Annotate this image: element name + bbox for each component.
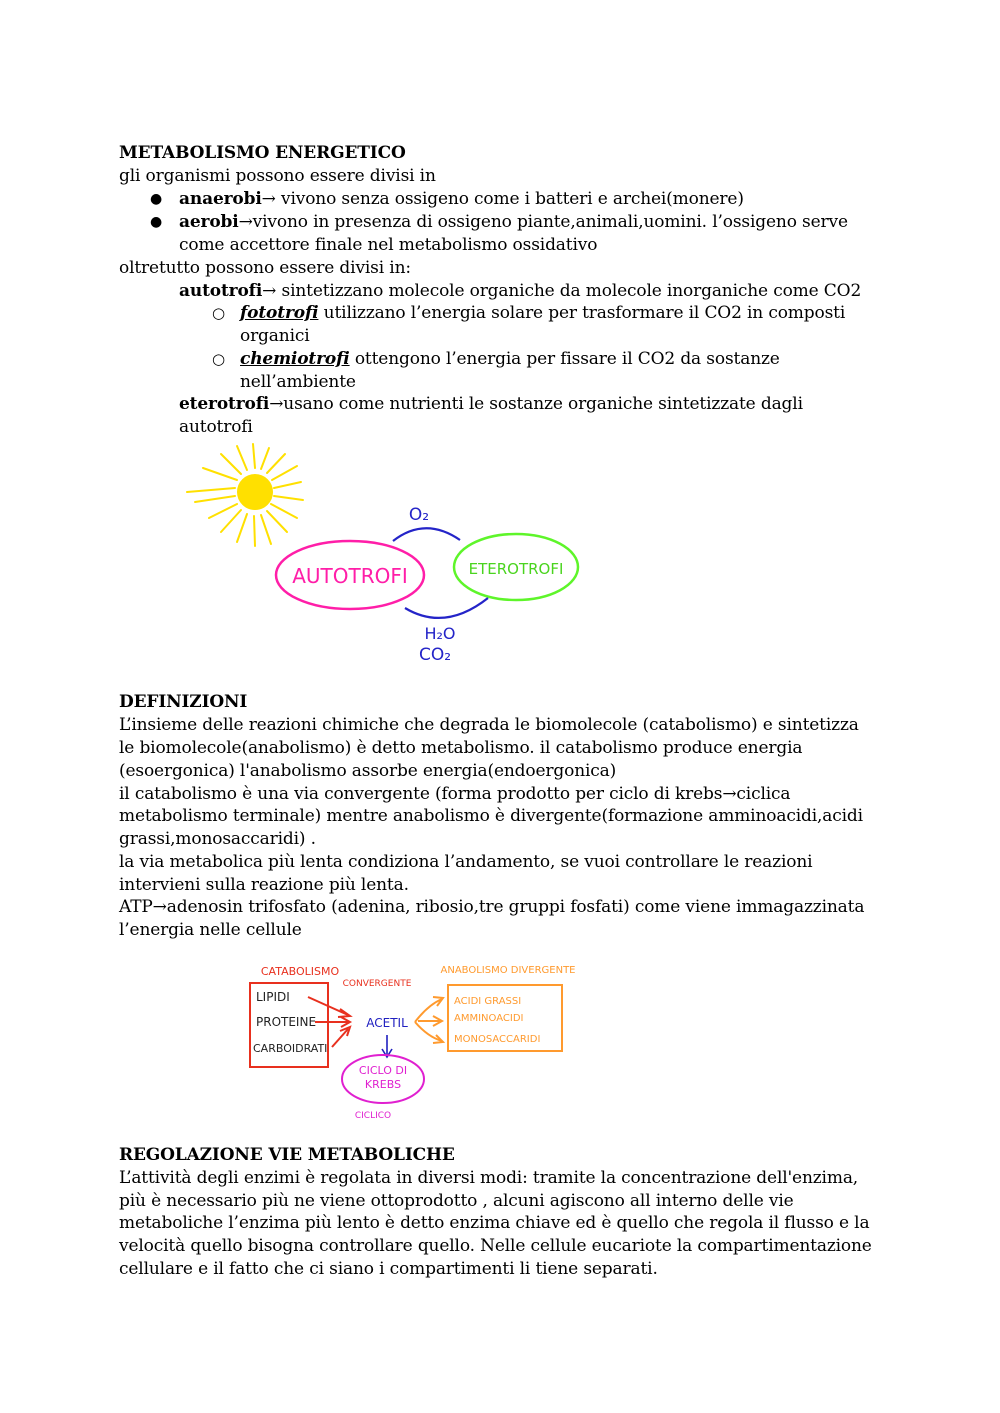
- regolazione-line: più è necessario più ne viene ottoprodotto , alcuni agiscono all interno delle vie: [119, 1191, 794, 1211]
- fototrofi-term: fototrofi: [240, 303, 319, 323]
- definizioni-line: grassi,monosaccaridi) .: [119, 829, 316, 849]
- krebs-label: KREBS: [364, 1078, 402, 1091]
- regolazione-line: velocità quello bisogna controllare quello. Nelle cellule eucariote la compartimentazione: [119, 1236, 872, 1256]
- chemiotrofi-text: ottengono l’energia per fissare il CO2 da sostanze: [349, 349, 780, 369]
- convergente-label: CONVERGENTE: [342, 979, 412, 989]
- anabolismo-label: ANABOLISMO DIVERGENTE: [440, 965, 576, 976]
- eterotrofi-text-cont: autotrofi: [179, 417, 253, 437]
- catabolismo-label: CATABOLISMO: [260, 965, 340, 978]
- circle-bullet-icon: ○: [212, 304, 226, 322]
- autotrofi-eterotrofi-diagram: [175, 440, 595, 670]
- chemiotrofi-term: chemiotrofi: [240, 349, 350, 369]
- anaerobi-term: anaerobi: [179, 189, 262, 209]
- definizioni-line: L’insieme delle reazioni chimiche che degrada le biomolecole (catabolismo) e sintetizza: [119, 715, 859, 735]
- regolazione-line: cellulare e il fatto che ci siano i compartimenti li tiene separati.: [119, 1259, 658, 1279]
- regolazione-line: L’attività degli enzimi è regolata in diversi modi: tramite la concentrazione dell'enzima,: [119, 1168, 859, 1188]
- section-title-regolazione: REGOLAZIONE VIE METABOLICHE: [119, 1145, 455, 1165]
- aerobi-item: [179, 211, 848, 234]
- fototrofi-text: utilizzano l’energia solare per trasformare il CO2 in composti: [318, 303, 846, 323]
- bullet-icon: ●: [150, 191, 163, 207]
- definizioni-line: ATP→adenosin trifosfato (adenina, ribosio,tre gruppi fosfati) come viene immagazzinata: [119, 897, 865, 917]
- definizioni-line: l’energia nelle cellule: [119, 920, 302, 940]
- chemiotrofi-item: [240, 348, 780, 371]
- acetil-label: ACETIL: [366, 1016, 408, 1030]
- anabolismo-arrows: [415, 997, 443, 1043]
- sun-icon: [187, 444, 303, 546]
- oltretutto-line: oltretutto possono essere divisi in:: [119, 258, 411, 278]
- eterotrofi-term: eterotrofi: [179, 394, 270, 414]
- definizioni-line: le biomolecole(anabolismo) è detto metabolismo. il catabolismo produce energia: [119, 738, 803, 758]
- lipidi-label: LIPIDI: [256, 990, 290, 1004]
- monosaccaridi-label: MONOSACCARIDI: [454, 1034, 541, 1045]
- amminoacidi-label: AMMINOACIDI: [454, 1013, 524, 1024]
- regolazione-line: metaboliche l’enzima più lento è detto enzima chiave ed è quello che regola il flusso e la: [119, 1213, 870, 1233]
- fototrofi-text-cont: organici: [240, 326, 310, 346]
- definizioni-line: il catabolismo è una via convergente (forma prodotto per ciclo di krebs→ciclica: [119, 784, 791, 804]
- bullet-icon: ●: [150, 214, 163, 230]
- proteine-label: PROTEINE: [256, 1015, 317, 1029]
- co2-label: CO₂: [418, 645, 452, 665]
- acidi-grassi-label: ACIDI GRASSI: [454, 996, 522, 1007]
- h2o-label: H₂O: [424, 624, 456, 643]
- aerobi-term: aerobi: [179, 212, 239, 232]
- autotrofi-term: autotrofi: [179, 281, 263, 301]
- anaerobi-item: [179, 188, 744, 211]
- carboidrati-label: CARBOIDRATI: [253, 1042, 328, 1055]
- acetil-arrow-down: [382, 1035, 392, 1057]
- chemiotrofi-text-cont: nell’ambiente: [240, 372, 356, 392]
- eterotrofi-text: →usano come nutrienti le sostanze organiche sintetizzate dagli: [269, 394, 803, 414]
- eterotrofi-item: [179, 393, 803, 416]
- ciclico-label: CICLICO: [354, 1111, 392, 1121]
- eterotrofi-label: ETEROTROFI: [468, 560, 564, 578]
- ciclo-label: CICLO DI: [358, 1064, 408, 1077]
- section-title-metabolismo: METABOLISMO ENERGETICO: [119, 143, 406, 163]
- catabolismo-anabolismo-diagram: [240, 955, 620, 1125]
- definizioni-line: la via metabolica più lenta condiziona l’andamento, se vuoi controllare le reazioni: [119, 852, 813, 872]
- o2-arrow: [393, 528, 460, 541]
- definizioni-line: metabolismo terminale) mentre anabolismo è divergente(formazione amminoacidi,acidi: [119, 806, 863, 826]
- autotrofi-item: [179, 280, 861, 303]
- definizioni-line: intervieni sulla reazione più lenta.: [119, 875, 409, 895]
- autotrofi-text: → sintetizzano molecole organiche da molecole inorganiche come CO2: [262, 281, 862, 301]
- h2o-co2-arrow: [405, 598, 488, 618]
- section-title-definizioni: DEFINIZIONI: [119, 692, 248, 712]
- circle-bullet-icon: ○: [212, 350, 226, 368]
- autotrofi-label: AUTOTROFI: [292, 564, 408, 588]
- aerobi-text-cont: come accettore finale nel metabolismo ossidativo: [179, 235, 598, 255]
- definizioni-line: (esoergonica) l'anabolismo assorbe energia(endoergonica): [119, 761, 617, 781]
- anaerobi-text: → vivono senza ossigeno come i batteri e archei(monere): [261, 189, 744, 209]
- aerobi-text: →vivono in presenza di ossigeno piante,animali,uomini. l’ossigeno serve: [238, 212, 848, 232]
- fototrofi-item: [240, 302, 845, 325]
- intro-line: gli organismi possono essere divisi in: [119, 166, 436, 186]
- o2-label: O₂: [408, 505, 430, 525]
